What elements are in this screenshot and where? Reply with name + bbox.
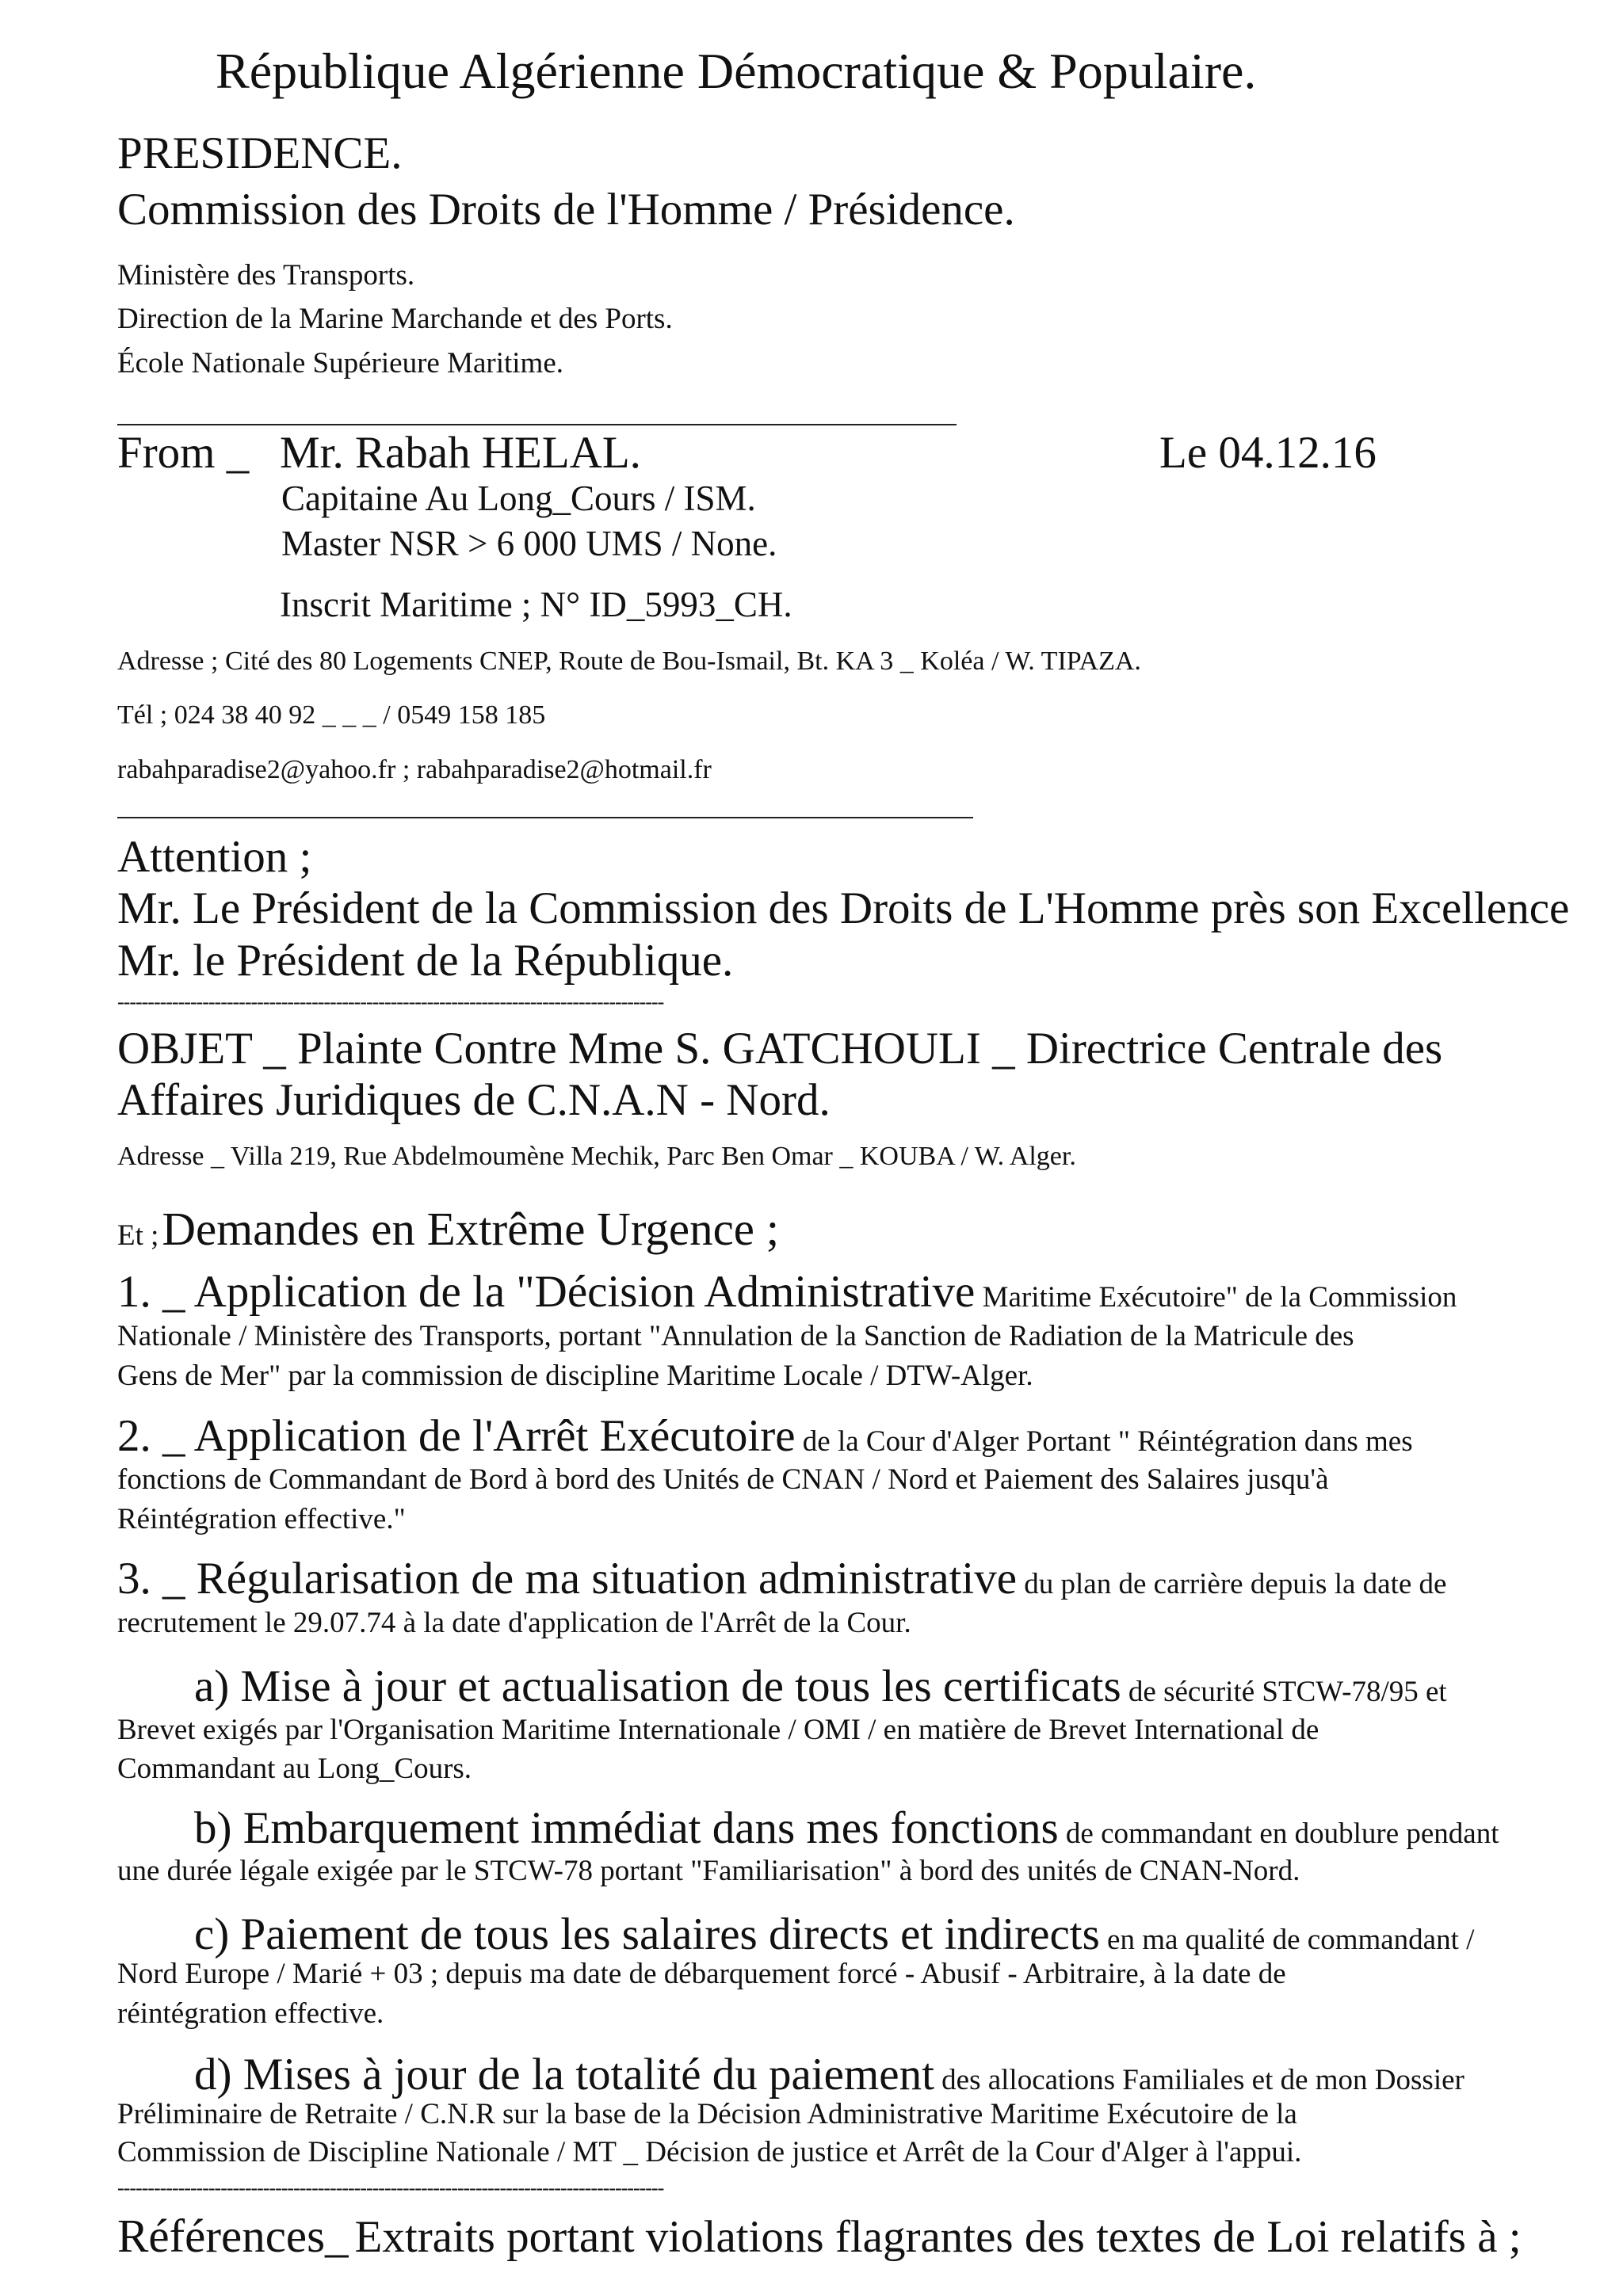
sender-title: Capitaine Au Long_Cours / ISM. <box>281 479 756 518</box>
commission-heading: Commission des Droits de l'Homme / Présidence. <box>117 185 1015 235</box>
demand-rest: de sécurité STCW-78/95 et <box>1121 1676 1447 1708</box>
attention-label: Attention ; <box>117 832 312 882</box>
demand-item <box>117 1413 1413 1459</box>
demand-subitem <box>194 1909 1475 1959</box>
objet-address: Adresse _ Villa 219, Rue Abdelmoumène Mechik, Parc Ben Omar _ KOUBA / W. Alger. <box>117 1142 1076 1171</box>
demand-line: Brevet exigés par l'Organisation Maritime Internationale / OMI / en matière de Brevet International de <box>117 1714 1319 1746</box>
objet-line: Affaires Juridiques de C.N.A.N - Nord. <box>117 1075 831 1125</box>
demand-line: fonctions de Commandant de Bord à bord des Unités de CNAN / Nord et Paiement des Salaires jusqu'à <box>117 1463 1329 1496</box>
references-text: Extraits portant violations flagrantes des textes de Loi relatifs à ; <box>354 2212 1522 2262</box>
demand-subitem <box>194 2050 1465 2100</box>
demand-line: réintégration effective. <box>117 1997 384 2030</box>
demand-lead: 3. _ Régularisation de ma situation administrative <box>117 1554 1018 1604</box>
demand-lead: 2. _ Application de l'Arrêt Exécutoire <box>117 1411 796 1461</box>
demand-lead: b) Embarquement immédiat dans mes fonctions <box>194 1803 1059 1853</box>
demand-subitem <box>194 1803 1499 1853</box>
ministry-line: École Nationale Supérieure Maritime. <box>117 347 564 379</box>
demand-item <box>117 1267 1457 1317</box>
ministry-line: Ministère des Transports. <box>117 259 415 292</box>
demand-lead: a) Mise à jour et actualisation de tous les certificats <box>194 1661 1121 1711</box>
demand-line: Gens de Mer" par la commission de discipline Maritime Locale / DTW-Alger. <box>117 1360 1033 1392</box>
sender-inscription: Inscrit Maritime ; N° ID_5993_CH. <box>280 585 792 624</box>
demand-line: Réintégration effective." <box>117 1503 406 1535</box>
objet-line: OBJET _ Plainte Contre Mme S. GATCHOULI _ Directrice Centrale des <box>117 1024 1443 1074</box>
attention-line: Mr. le Président de la République. <box>117 936 734 986</box>
sender-emails: rabahparadise2@yahoo.fr ; rabahparadise2@hotmail.fr <box>117 755 712 784</box>
demand-rest: Maritime Exécutoire" de la Commission <box>975 1281 1457 1314</box>
dashed-separator: ------------------------------------------------------------------------------------------ <box>117 2178 664 2199</box>
demand-rest: de la Cour d'Alger Portant " Réintégration dans mes <box>795 1425 1413 1458</box>
demand-line: recrutement le 29.07.74 à la date d'application de l'Arrêt de la Cour. <box>117 1607 911 1639</box>
demand-subitem <box>194 1661 1447 1711</box>
presidence-heading: PRESIDENCE. <box>117 128 403 178</box>
sender-name: Mr. Rabah HELAL. <box>280 428 641 478</box>
demand-lead: d) Mises à jour de la totalité du paiement <box>194 2050 934 2100</box>
demand-rest: en ma qualité de commandant / <box>1099 1924 1475 1956</box>
demand-rest: des allocations Familiales et de mon Dossier <box>934 2064 1465 2096</box>
ministry-line: Direction de la Marine Marchande et des Ports. <box>117 303 673 335</box>
sender-address: Adresse ; Cité des 80 Logements CNEP, Route de Bou-Ismail, Bt. KA 3 _ Koléa / W. TIPAZA. <box>117 646 1141 676</box>
references-line <box>117 2210 1522 2262</box>
attention-line: Mr. Le Président de la Commission des Droits de L'Homme près son Excellence <box>117 883 1570 933</box>
from-label: From _ <box>117 428 250 478</box>
letter-date: Le 04.12.16 <box>1159 428 1377 478</box>
demand-rest: de commandant en doublure pendant <box>1058 1817 1499 1850</box>
sender-phone: Tél ; 024 38 40 92 _ _ _ / 0549 158 185 <box>117 700 546 730</box>
demand-lead: c) Paiement de tous les salaires directs et indirects <box>194 1909 1100 1959</box>
demand-line: Nord Europe / Marié + 03 ; depuis ma date de débarquement forcé - Abusif - Arbitraire, à la date de <box>117 1958 1286 1990</box>
demand-item <box>117 1554 1447 1604</box>
demand-line: Commission de Discipline Nationale / MT _ Décision de justice et Arrêt de la Cour d'Alger à l'appui. <box>117 2136 1302 2168</box>
demandes-title: Demandes en Extrême Urgence ; <box>162 1203 780 1255</box>
demand-line: Commandant au Long_Cours. <box>117 1753 472 1785</box>
demand-line: une durée légale exigée par le STCW-78 portant "Familiarisation" à bord des unités de CNAN-Nord. <box>117 1855 1300 1887</box>
demand-rest: du plan de carrière depuis la date de <box>1017 1568 1447 1600</box>
document-title: République Algérienne Démocratique & Populaire. <box>216 43 1257 99</box>
references-label: Références_ <box>117 2210 349 2262</box>
et-label: Et ; <box>117 1219 159 1252</box>
sender-title: Master NSR > 6 000 UMS / None. <box>281 524 777 563</box>
header-rule <box>117 424 957 425</box>
demandes-heading <box>117 1203 780 1255</box>
demand-lead: 1. _ Application de la "Décision Administrative <box>117 1267 976 1317</box>
demand-line: Préliminaire de Retraite / C.N.R sur la base de la Décision Administrative Maritime Exécutoire de la <box>117 2098 1297 2130</box>
sender-rule <box>117 817 973 818</box>
demand-line: Nationale / Ministère des Transports, portant "Annulation de la Sanction de Radiation de la Matricule des <box>117 1320 1354 1352</box>
dashed-separator: ------------------------------------------------------------------------------------------ <box>117 992 664 1013</box>
